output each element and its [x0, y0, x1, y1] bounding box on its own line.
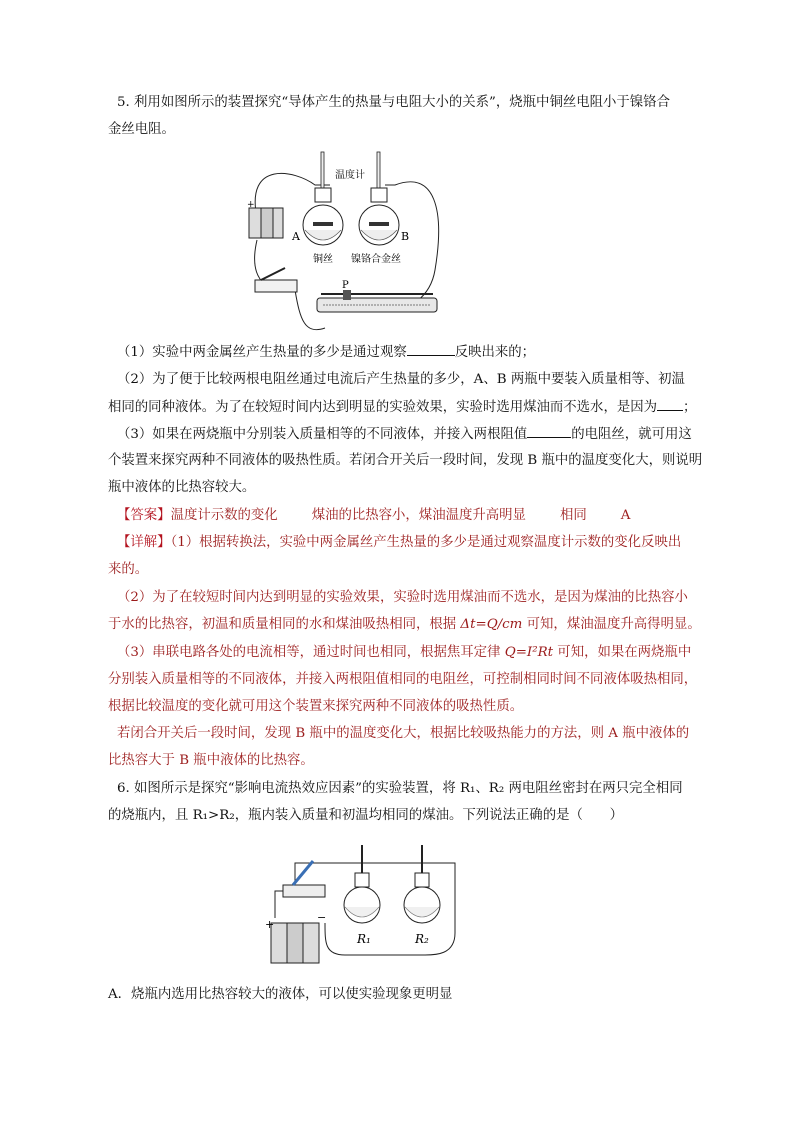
q5-part1-text-b: 反映出来的；: [454, 345, 536, 360]
detail-2-text-b: 可知，煤油温度升高得明显。: [522, 617, 701, 632]
q5-answer-row: [117, 506, 630, 526]
flask-a-label: A: [292, 230, 300, 243]
battery-icon: [271, 923, 319, 963]
detail-3-text-a: （3）串联电路各处的电流相等，通过时间也相同，根据焦耳定律: [117, 645, 505, 660]
q5-detail3-line2: 分别装入质量相等的不同液体，并接入两根阻值相同的电阻丝，可控制相同时间不同液体吸热相同，: [108, 672, 698, 687]
battery-plus: +: [265, 918, 275, 931]
q5-part3-text-b: 的电阻丝，就可用这: [571, 427, 692, 442]
r1-label: R₁: [357, 932, 371, 946]
q5-circuit-figure: [235, 150, 450, 340]
flask-r2-icon: [404, 845, 440, 923]
q5-part3-line1: [117, 424, 692, 445]
q5-part3-text-a: （3）如果在两烧瓶中分别装入质量相等的不同液体，并接入两根阻值: [117, 427, 528, 442]
switch-icon: [255, 268, 297, 292]
slider-label: P: [342, 280, 349, 291]
nichrome-label: 镍铬合金丝: [351, 254, 401, 265]
q5-part1: [117, 342, 535, 363]
q5-detail2-line2: [108, 615, 701, 635]
answer-3: 相同: [559, 508, 587, 523]
battery-icon: [247, 200, 283, 238]
svg-text:+: +: [247, 200, 255, 210]
q5-stem-line2: 金丝电阻。: [108, 122, 175, 137]
thermometer-label: 温度计: [335, 170, 365, 181]
formula-joule: Q=I²Rt: [504, 645, 554, 660]
switch-icon: [283, 861, 325, 897]
q5-part3-line2: 个装置来探究两种不同液体的吸热性质。若闭合开关后一段时间，发现 B 瓶中的温度变化大，则说明: [108, 453, 703, 468]
q5-detail3-line1: [117, 643, 691, 663]
detail-3-text-b: 可知，如果在两烧瓶中: [553, 645, 692, 660]
flask-b-label: B: [401, 230, 410, 243]
q6-stem-line2: 的烧瓶内，且 R₁>R₂，瓶内装入质量和初温均相同的煤油。下列说法正确的是（ ）: [108, 808, 624, 823]
flask-b-icon: [359, 188, 399, 245]
q5-detail4-line2: 比热容大于 B 瓶中液体的比热容。: [108, 753, 314, 768]
formula-delta-t: Δt=Q/cm: [460, 617, 523, 632]
q5-detail2-line1: （2）为了在较短时间内达到明显的实验效果，实验时选用煤油而不选水，是因为煤油的比热容小: [117, 590, 688, 605]
detail-tag: 【详解】: [117, 535, 171, 550]
q5-part2-line2: [108, 397, 696, 418]
q5-part2-text-a: 相同的同种液体。为了在较短时间内达到明显的实验效果，实验时选用煤油而不选水，是因为: [108, 400, 658, 415]
answer-tag: 【答案】: [117, 508, 171, 523]
q5-blank-2: [657, 397, 683, 411]
q5-detail-line1: [117, 533, 681, 553]
flask-r1-icon: [344, 845, 380, 923]
q5-blank-3: [527, 424, 571, 438]
q5-part1-text-a: （1）实验中两金属丝产生热量的多少是通过观察: [117, 345, 407, 360]
flask-a-icon: [303, 188, 343, 245]
answer-1: 温度计示数的变化: [170, 508, 278, 523]
detail-2-text-a: 于水的比热容，初温和质量相同的水和煤油吸热相同，根据: [108, 617, 461, 632]
q5-detail4-line1: 若闭合开关后一段时间，发现 B 瓶中的温度变化大，根据比较吸热能力的方法，则 A 瓶中液体的: [117, 726, 690, 741]
answer-4: A: [620, 508, 631, 523]
q5-part2-line1: （2）为了便于比较两根电阻丝通过电流后产生热量的多少，A、B 两瓶中要装入质量相等、初温: [117, 372, 685, 387]
q5-detail-line2: 来的。: [108, 562, 149, 577]
q6-option-a: A．烧瓶内选用比热容较大的液体，可以使实验现象更明显: [108, 987, 453, 1002]
q6-stem-line1: 6. 如图所示是探究“影响电流热效应因素”的实验装置，将 R₁、R₂ 两电阻丝密封在两只完全相同: [117, 781, 683, 796]
answer-2: 煤油的比热容小，煤油温度升高明显: [311, 508, 526, 523]
q5-part3-line3: 瓶中液体的比热容较大。: [108, 480, 256, 495]
q5-blank-1: [407, 342, 455, 356]
detail-1-text: （1）根据转换法，实验中两金属丝产生热量的多少是通过观察温度计示数的变化反映出: [170, 535, 682, 550]
rheostat-icon: [317, 290, 437, 312]
battery-minus: −: [317, 911, 327, 924]
q6-circuit-figure: [265, 843, 465, 973]
r2-label: R₂: [415, 932, 429, 946]
q5-detail3-line3: 根据比较温度的变化就可用这个装置来探究两种不同液体的吸热性质。: [108, 699, 524, 714]
q5-part2-text-b: ；: [683, 400, 697, 415]
q5-stem-line1: 5. 利用如图所示的装置探究“导体产生的热量与电阻大小的关系”，烧瓶中铜丝电阻小于镍铬合: [117, 95, 670, 110]
copper-label: 铜丝: [313, 254, 333, 265]
